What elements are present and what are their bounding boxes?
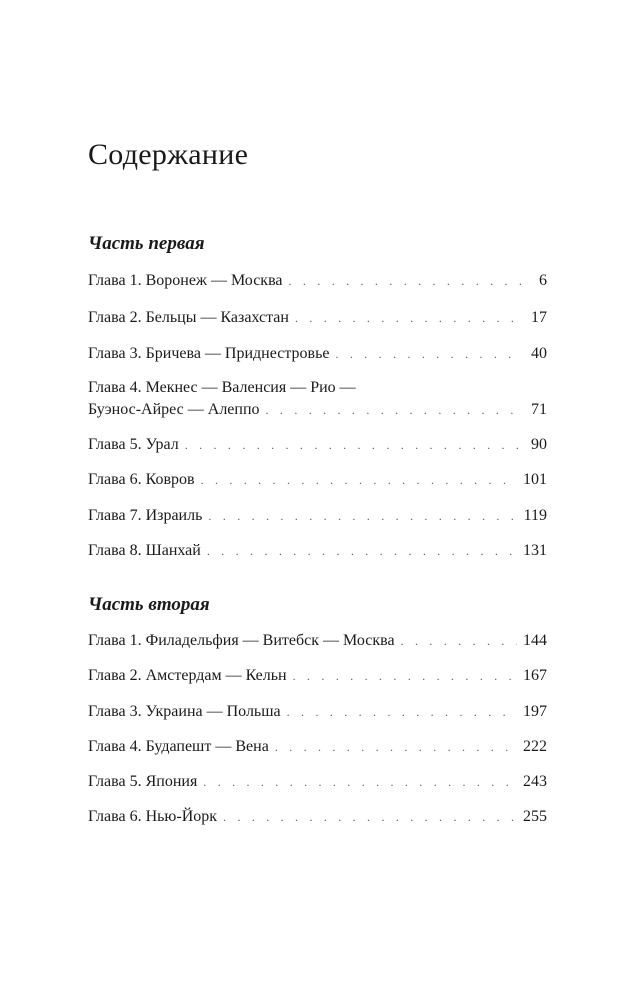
dot-leader bbox=[289, 270, 521, 292]
page-number: 255 bbox=[523, 808, 547, 825]
page-number: 243 bbox=[523, 773, 547, 790]
toc-entry bbox=[88, 701, 547, 723]
page-number: 71 bbox=[531, 401, 547, 418]
toc-entry bbox=[88, 434, 547, 456]
page-number: 222 bbox=[523, 738, 547, 755]
toc-entry bbox=[88, 469, 547, 491]
chapter-title: Глава 5. Урал bbox=[88, 436, 179, 453]
page-title: Содержание bbox=[88, 138, 249, 171]
page-number: 131 bbox=[523, 542, 547, 559]
page-number: 90 bbox=[531, 436, 547, 453]
toc-entry bbox=[88, 630, 547, 652]
dot-leader bbox=[295, 307, 521, 329]
dot-leader bbox=[201, 469, 517, 491]
dot-leader bbox=[207, 540, 517, 562]
page-number: 119 bbox=[523, 507, 547, 524]
chapter-title: Глава 3. Бричева — Приднестровье bbox=[88, 345, 330, 362]
page-number: 144 bbox=[523, 632, 547, 649]
dot-leader bbox=[223, 806, 517, 828]
chapter-title: Глава 4. Будапешт — Вена bbox=[88, 738, 269, 755]
page-number: 167 bbox=[523, 667, 547, 684]
toc-entry bbox=[88, 806, 547, 828]
part-heading-second: Часть вторая bbox=[88, 594, 210, 615]
dot-leader bbox=[287, 701, 517, 723]
dot-leader bbox=[185, 434, 521, 456]
dot-leader bbox=[203, 771, 517, 793]
toc-entry bbox=[88, 665, 547, 687]
toc-page bbox=[88, 0, 547, 1000]
part-heading-first: Часть первая bbox=[88, 233, 205, 254]
page-number: 40 bbox=[531, 345, 547, 362]
chapter-title: Глава 3. Украина — Польша bbox=[88, 703, 281, 720]
chapter-title: Глава 1. Филадельфия — Витебск — Москва bbox=[88, 632, 395, 649]
dot-leader bbox=[275, 736, 517, 758]
toc-entry bbox=[88, 771, 547, 793]
chapter-title: Глава 2. Амстердам — Кельн bbox=[88, 667, 287, 684]
page-number: 17 bbox=[531, 309, 547, 326]
chapter-title: Глава 7. Израиль bbox=[88, 507, 203, 524]
chapter-title-line-2: Буэнос-Айрес — Алеппо bbox=[88, 401, 260, 418]
chapter-title: Глава 6. Нью-Йорк bbox=[88, 808, 218, 825]
toc-entry bbox=[88, 343, 547, 365]
chapter-title: Глава 5. Япония bbox=[88, 773, 198, 790]
toc-entry bbox=[88, 505, 547, 527]
dot-leader bbox=[401, 630, 517, 652]
toc-entry bbox=[88, 307, 547, 329]
chapter-title: Глава 8. Шанхай bbox=[88, 542, 201, 559]
page-number: 6 bbox=[539, 272, 547, 289]
dot-leader bbox=[208, 505, 517, 527]
page-number: 197 bbox=[523, 703, 547, 720]
chapter-title: Глава 6. Ковров bbox=[88, 471, 195, 488]
chapter-title: Глава 1. Воронеж — Москва bbox=[88, 272, 283, 289]
chapter-title-line-1: Глава 4. Мекнес — Валенсия — Рио — bbox=[88, 379, 356, 396]
toc-entry bbox=[88, 377, 547, 421]
toc-entry bbox=[88, 540, 547, 562]
page-number: 101 bbox=[523, 471, 547, 488]
dot-leader bbox=[293, 665, 517, 687]
dot-leader bbox=[335, 343, 521, 365]
toc-entry bbox=[88, 736, 547, 758]
chapter-title: Глава 2. Бельцы — Казахстан bbox=[88, 309, 289, 326]
toc-entry bbox=[88, 270, 547, 292]
dot-leader bbox=[266, 399, 521, 421]
